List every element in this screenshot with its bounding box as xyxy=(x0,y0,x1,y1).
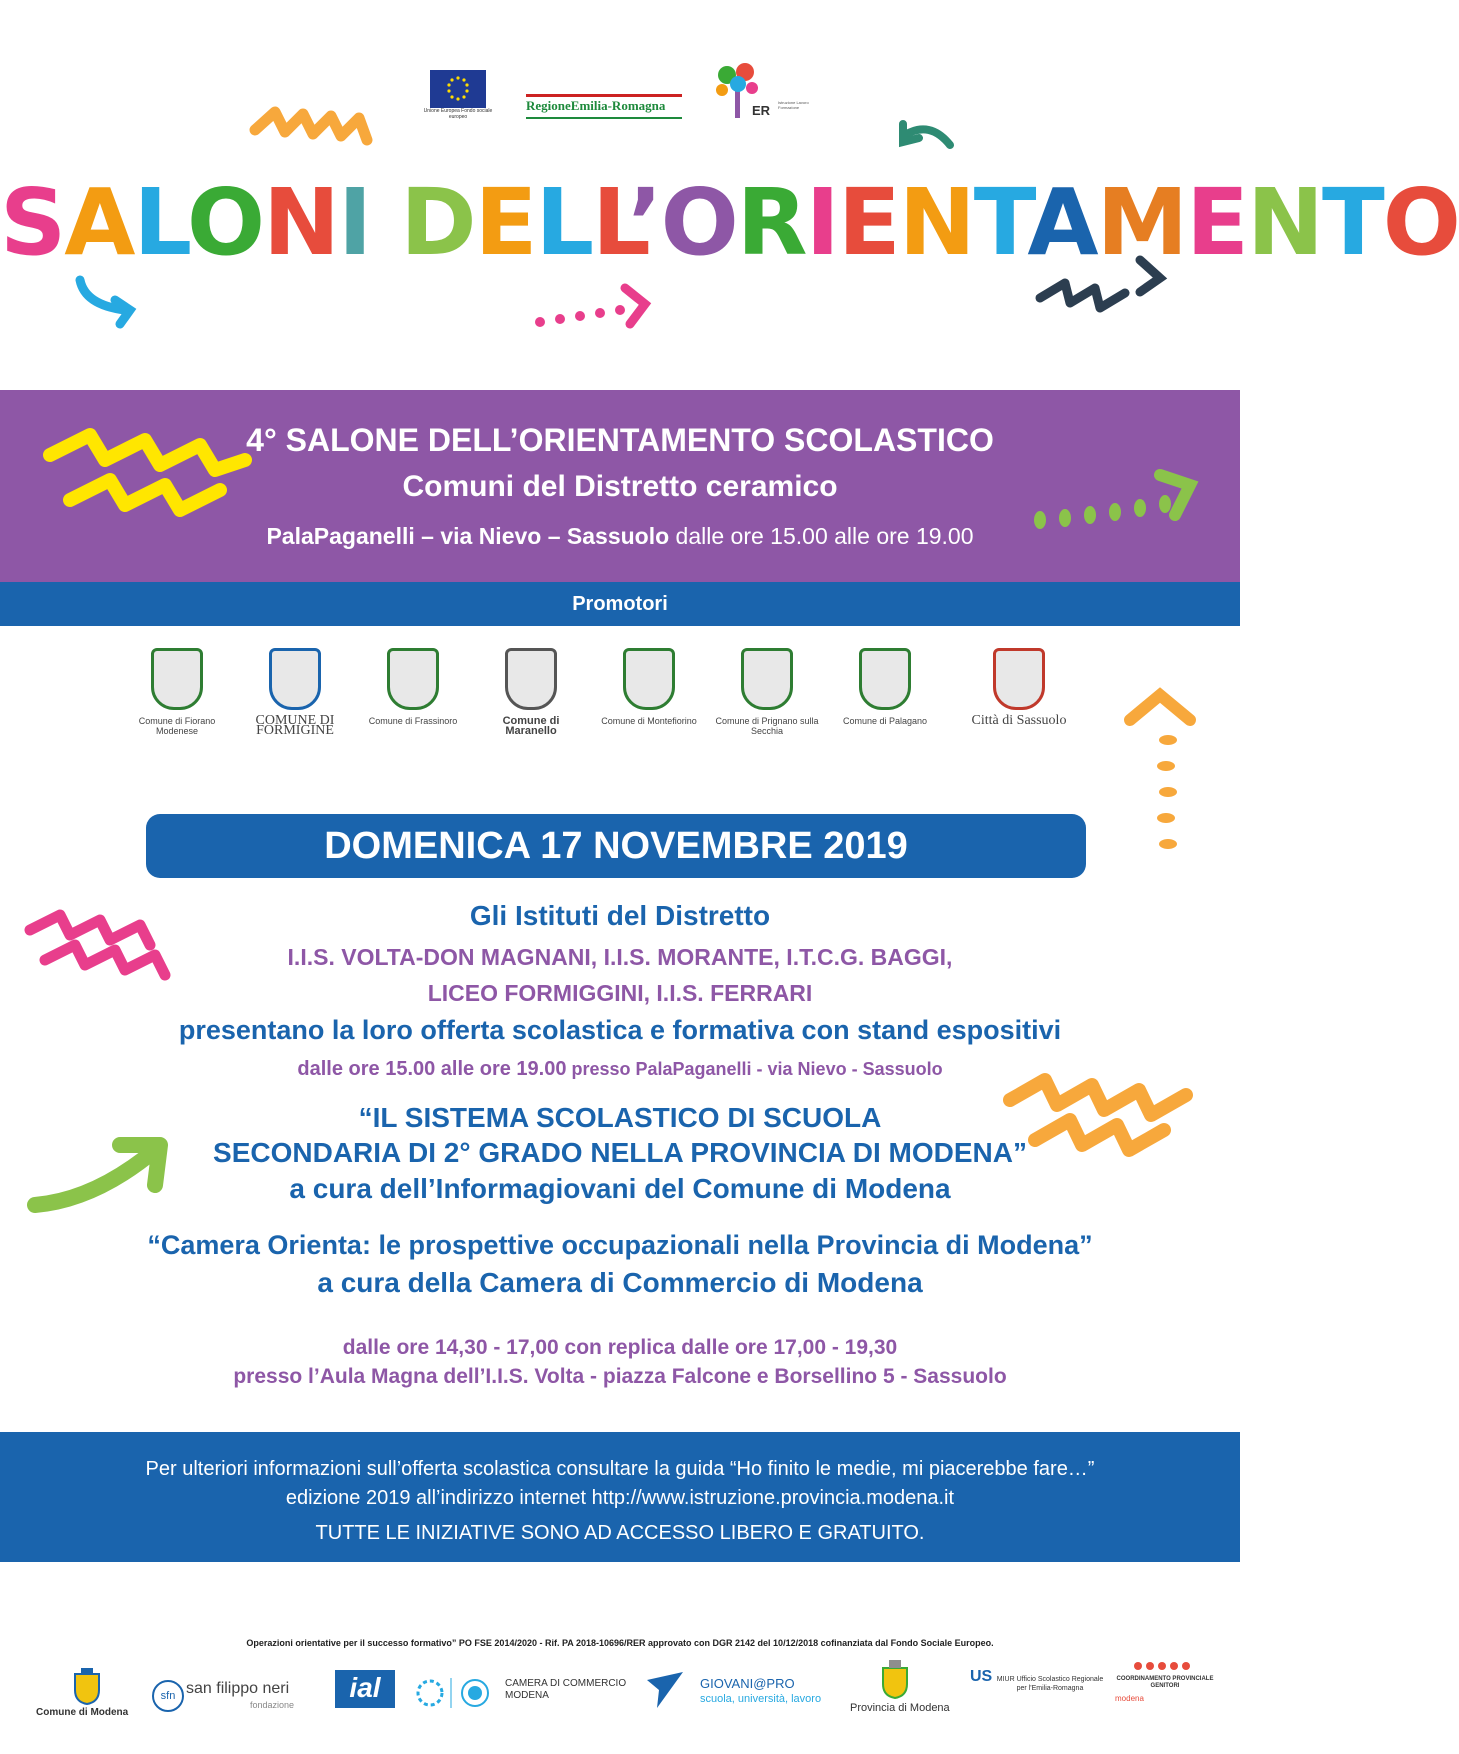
footer-usr-mark: US xyxy=(970,1668,993,1685)
er-caption: Istruzione Lavoro Formazione xyxy=(778,100,809,110)
crest-icon xyxy=(151,648,203,710)
presentano-text: presentano la loro offerta scolastica e formativa con stand espositivi xyxy=(178,1015,1062,1045)
footer-modena: Comune di Modena xyxy=(36,1707,129,1718)
istituti-list-1: I.I.S. VOLTA-DON MAGNANI, I.I.S. MORANTE, I.T.C.G. BAGGI, xyxy=(287,944,953,970)
istituti-title: Gli Istituti del Distretto xyxy=(469,900,771,931)
sistema-title-2: SECONDARIA DI 2° GRADO NELLA PROVINCIA DI MODENA” xyxy=(213,1137,1027,1168)
title-letter xyxy=(370,169,400,276)
promoter-crest xyxy=(476,648,586,736)
title-letter: T xyxy=(1321,169,1383,276)
footer-giovani-sub: scuola, università, lavoro xyxy=(700,1693,822,1705)
sistema-title-1: “IL SISTEMA SCOLASTICO DI SCUOLA xyxy=(358,1102,882,1133)
title-letter: ’ xyxy=(627,169,661,276)
crest-icon xyxy=(741,648,793,710)
venue: PalaPaganelli – via Nievo – Sassuolo xyxy=(266,523,670,549)
title-letter: S xyxy=(0,169,65,276)
promoter-name: Comune di Prignano sulla Secchia xyxy=(715,716,819,736)
promoter-name: Città di Sassuolo xyxy=(971,713,1067,728)
orange-dotted-up-arrow-icon xyxy=(1120,680,1210,880)
title-letter: L xyxy=(535,169,593,276)
title-letter: A xyxy=(64,169,134,276)
footer-camera-commercio: CAMERA DI COMMERCIO MODENA xyxy=(505,1678,627,1701)
title-letter: E xyxy=(837,169,899,276)
title-letter: O xyxy=(660,169,737,276)
event-date: DOMENICA 17 NOVEMBRE 2019 xyxy=(146,814,1086,878)
orari-aula-magna: dalle ore 14,30 - 17,00 con replica dalle ore 17,00 - 19,30 xyxy=(342,1336,898,1359)
info-line-3: TUTTE LE INIZIATIVE SONO AD ACCESSO LIBERO E GRATUITO. xyxy=(315,1522,925,1544)
crest-icon xyxy=(387,648,439,710)
promoter-name: COMUNE DI FORMIGINE xyxy=(255,713,335,738)
crest-icon xyxy=(505,648,557,710)
promoter-crest xyxy=(594,648,704,726)
footer-sfn-sub: fondazione xyxy=(250,1700,295,1710)
promoter-crest xyxy=(122,648,232,736)
title-letter: I xyxy=(805,169,838,276)
regione-emilia-romagna-logo: RegioneEmilia-Romagna xyxy=(526,94,682,119)
promoter-crest xyxy=(712,648,822,736)
orari-stand-place: presso PalaPaganelli - via Nievo - Sassuolo xyxy=(566,1059,943,1079)
title-letter: A xyxy=(1027,169,1097,276)
main-title xyxy=(0,168,1459,278)
sistema-cura: a cura dell’Informagiovani del Comune di Modena xyxy=(289,1173,951,1204)
camera-title: “Camera Orienta: le prospettive occupazionali nella Provincia di Modena” xyxy=(147,1230,1093,1260)
promoter-name: Comune di Maranello xyxy=(502,715,560,737)
title-letter: O xyxy=(1382,169,1459,276)
distretto-subtitle: Comuni del Distretto ceramico xyxy=(402,470,838,503)
giovani-arrow-icon xyxy=(645,1670,685,1710)
orari-stand-hours: dalle ore 15.00 alle ore 19.00 xyxy=(297,1058,567,1080)
title-letter: R xyxy=(736,169,806,276)
title-letter: L xyxy=(133,169,187,276)
info-line-2: edizione 2019 all’indirizzo internet http://www.istruzione.provincia.modena.it xyxy=(285,1487,955,1509)
title-letter: D xyxy=(400,169,475,276)
eu-caption: Unione Europea Fondo sociale europeo xyxy=(423,108,493,120)
promoter-crest xyxy=(358,648,468,726)
title-letter: L xyxy=(592,169,628,276)
footer-giovani: GIOVANI@PRO xyxy=(700,1676,795,1691)
footer-usr: MIUR Ufficio Scolastico Regionale per l'Emilia-Romagna xyxy=(996,1676,1104,1692)
footer-provincia: Provincia di Modena xyxy=(850,1702,950,1714)
title-letter: E xyxy=(474,169,536,276)
footer-ial: ial xyxy=(335,1670,395,1708)
camera-commercio-icon xyxy=(415,1676,495,1710)
title-letter: N xyxy=(898,169,974,276)
title-letter: T xyxy=(973,169,1028,276)
title-letter: N xyxy=(263,169,339,276)
promoter-crest xyxy=(964,648,1074,726)
provincia-crest-icon xyxy=(880,1660,910,1700)
title-letter: O xyxy=(186,169,264,276)
modena-crest-icon xyxy=(72,1668,102,1704)
promoter-name: Comune di Palagano xyxy=(842,716,928,726)
crest-icon xyxy=(859,648,911,710)
crest-icon xyxy=(269,648,321,710)
salone-title: 4° SALONE DELL’ORIENTAMENTO SCOLASTICO xyxy=(246,422,994,458)
title-letter: M xyxy=(1096,169,1187,276)
aula-magna-place: presso l’Aula Magna dell’I.I.S. Volta - piazza Falcone e Borsellino 5 - Sassuolo xyxy=(233,1365,1007,1388)
promoter-crest xyxy=(240,648,350,736)
footer-coordinamento-sub: modena xyxy=(1115,1694,1144,1703)
istituti-list-2: LICEO FORMIGGINI, I.I.S. FERRARI xyxy=(427,980,813,1006)
title-letter: N xyxy=(1246,169,1322,276)
promoter-name: Comune di Fiorano Modenese xyxy=(138,716,216,736)
title-letter: E xyxy=(1186,169,1247,276)
er-logo-text: ER xyxy=(752,103,771,118)
promoter-name: Comune di Montefiorino xyxy=(601,716,697,726)
promoter-name: Comune di Frassinoro xyxy=(368,716,458,726)
promotori-heading: Promotori xyxy=(0,582,1240,626)
footer-coordinamento: COORDINAMENTO PROVINCIALE GENITORI xyxy=(1116,1676,1214,1689)
title-letter: I xyxy=(338,169,371,276)
genitori-people-icon xyxy=(1130,1660,1200,1674)
footer-san-filippo-neri: san filippo neri xyxy=(186,1680,290,1697)
info-line-1: Per ulteriori informazioni sull’offerta scolastica consultare la guida “Ho finito le medie, mi piacerebbe fare…” xyxy=(145,1458,1095,1480)
footer-note: Operazioni orientative per il successo formativo” PO FSE 2014/2020 - Rif. PA 2018-10696/RER approvato con DGR 2142 del 10/12/2018 cofinanziata dal Fondo Sociale Europeo. xyxy=(246,1638,994,1648)
crest-icon xyxy=(623,648,675,710)
crest-icon xyxy=(993,648,1045,710)
footer-sfn-mark: sfn xyxy=(152,1680,184,1712)
promoter-crest xyxy=(830,648,940,726)
camera-cura: a cura della Camera di Commercio di Modena xyxy=(317,1267,923,1298)
venue-hours xyxy=(0,523,1240,550)
hours: dalle ore 15.00 alle ore 19.00 xyxy=(669,523,974,549)
